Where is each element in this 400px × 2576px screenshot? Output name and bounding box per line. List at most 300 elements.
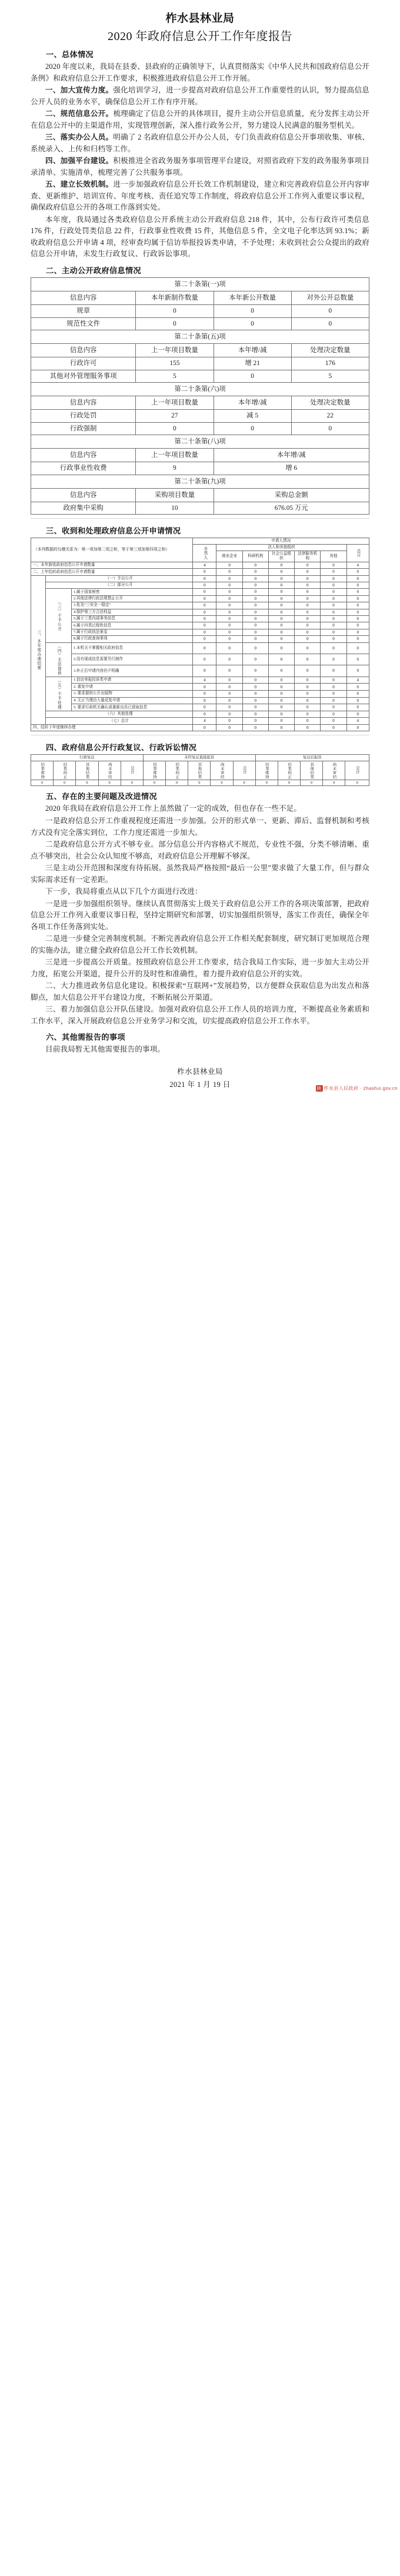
row-10-v2: 0 — [242, 629, 268, 635]
row-0-v6: 4 — [346, 562, 369, 568]
block-1-header-3: 处理决定数量 — [291, 344, 369, 357]
section-2-table — [31, 277, 369, 515]
group-not-processed: （五）不予处理 — [45, 677, 71, 711]
block-2-r1-c1: 0 — [136, 422, 214, 435]
row-17-v6: 0 — [346, 691, 369, 698]
row-13-v6: 0 — [346, 654, 369, 665]
block-1-header-1: 上一年项目数量 — [136, 344, 214, 357]
block-0-r0-c0: 规章 — [31, 305, 136, 317]
item-1-title: 加大宣传力度。 — [60, 86, 114, 95]
row-18-v0: 0 — [193, 697, 216, 704]
block-0-r0-c3: 0 — [291, 305, 369, 317]
s4-h-r3: 尚未审结 — [98, 761, 121, 780]
s4-h-a1: 结果纠正 — [278, 761, 300, 780]
row-6-v2: 0 — [242, 602, 268, 609]
table-row — [31, 691, 369, 698]
row-9-v1: 0 — [216, 622, 242, 629]
row-12-v2: 0 — [242, 642, 268, 654]
row-1-v3: 0 — [268, 569, 294, 575]
col-public-welfare: 社会公益组织 — [268, 551, 294, 562]
col-total: 总计 — [346, 545, 369, 562]
row-4-v3: 0 — [268, 589, 294, 595]
block-0-r1-c3: 0 — [291, 317, 369, 330]
table-row — [31, 755, 369, 761]
section-1-statistics: 本年度，我局通过各类政府信息公开系统主动公开政府信息 218 件，其中，公布行政许可类信息 176 件，行政处罚类信息 22 件，行政事业性收费 15 件，其他信息 5 件，全文电子化率达到 93.1%；新收政府信息公开申请 4 项，经审查均属于信访举报投诉类申请，不予处理；未收到社会公众提出的政府信息公开申请，未发生行政复议、行政诉讼事项。 — [31, 215, 369, 258]
section-5-heading: 五、存在的主要问题及改进情况 — [46, 792, 157, 801]
row-12-v0: 0 — [193, 642, 216, 654]
s4-h-d1: 结果纠正 — [166, 761, 188, 780]
row-20-v1: 0 — [216, 711, 242, 717]
row-3-v5: 0 — [321, 582, 346, 589]
row-10-v1: 0 — [216, 629, 242, 635]
row-20-v0: 0 — [193, 711, 216, 717]
section-6-heading: 六、其他需报告的事项 — [46, 1033, 125, 1042]
block-2-header-2: 本年增/减 — [214, 396, 291, 410]
row-4-v5: 0 — [321, 589, 346, 595]
row-10-v3: 0 — [268, 629, 294, 635]
row-22-v0: 0 — [193, 724, 216, 731]
block-3-header-0: 信息内容 — [31, 449, 136, 462]
row-2-v0: 0 — [193, 575, 216, 582]
row-13-v1: 0 — [216, 654, 242, 665]
row-5-v3: 0 — [268, 595, 294, 602]
row-8-v1: 0 — [216, 616, 242, 622]
row-20-v3: 0 — [268, 711, 294, 717]
block-1-r0-c1: 155 — [136, 357, 214, 370]
signature-date: 2021 年 1 月 19 日 — [169, 1080, 231, 1089]
row-12-label: 1.本机关不掌握相关政府信息 — [71, 642, 192, 654]
row-9-v3: 0 — [268, 622, 294, 629]
row-18-v6: 0 — [346, 697, 369, 704]
block-3-header-2: 本年增/减 — [214, 449, 369, 462]
row-17-v5: 0 — [321, 691, 346, 698]
row-17-v4: 0 — [295, 691, 321, 698]
row-21-v6: 4 — [346, 718, 369, 724]
row-2-g2: （一）予以公开 — [45, 575, 193, 582]
row-14-v3: 0 — [268, 665, 294, 677]
document-org-title: 柞水县林业局 — [165, 12, 235, 25]
table-row — [31, 396, 369, 410]
table-row — [31, 589, 369, 595]
row-19-v4: 0 — [295, 704, 321, 711]
row-22-v4: 0 — [295, 724, 321, 731]
row-5-v1: 0 — [216, 595, 242, 602]
row-13-v0: 0 — [193, 654, 216, 665]
s4-v-r3: 0 — [98, 780, 121, 786]
signature-org: 柞水县林业局 — [177, 1067, 223, 1076]
row-15-v5: 0 — [321, 677, 346, 684]
block-2-r0-c0: 行政处罚 — [31, 410, 136, 422]
row-21-v2: 0 — [242, 718, 268, 724]
block-2-r0-c2: 减 5 — [214, 410, 291, 422]
s4-h-r0: 结果维持 — [31, 761, 54, 780]
row-13-label: 2.没有现成信息需要另行制作 — [71, 654, 192, 665]
row-16-v2: 0 — [242, 684, 268, 691]
group-direct-litigation: 未经复议直接起诉 — [143, 755, 255, 761]
section-1-item-3 — [31, 132, 369, 155]
row-11-v1: 0 — [216, 636, 242, 642]
item-2-text: 梳理确定了信息公开的具体项目，提升主动公开信息质量，充分发挥主动公开在信息公开中的主渠道作用，实现管理创新，深入推行政务公开，努力建设人民满意的服务型机关。 — [31, 110, 369, 130]
applicant-group-header: 申请人情况 — [193, 538, 369, 545]
row-5-v0: 0 — [193, 595, 216, 602]
row-19-label: 5. 要求行政机关确认或重新出具已获取信息 — [71, 704, 192, 711]
block-4-header-2: 采购总金额 — [214, 488, 369, 502]
s4-v-a0: 0 — [255, 780, 278, 786]
table-row — [31, 317, 369, 330]
col-natural-person: 自然人 — [193, 545, 216, 562]
s4-h-r2: 其他结果 — [76, 761, 98, 780]
row-12-v1: 0 — [216, 642, 242, 654]
row-1-v6: 0 — [346, 569, 369, 575]
table-row — [31, 488, 369, 502]
s4-v-d3: 0 — [211, 780, 233, 786]
row-15-v1: 0 — [216, 677, 242, 684]
row-17-v1: 0 — [216, 691, 242, 698]
s4-h-a2: 其他结果 — [301, 761, 323, 780]
row-16-v1: 0 — [216, 684, 242, 691]
row-22-v1: 0 — [216, 724, 242, 731]
s4-h-r4: 总计 — [121, 761, 143, 780]
row-13-v4: 0 — [295, 654, 321, 665]
watermark-text: 柞水县人民政府 · zhashui.gov.cn — [324, 1085, 398, 1091]
row-20-v2: 0 — [242, 711, 268, 717]
row-4-label: 1.属于国家秘密 — [71, 589, 192, 595]
item-1-text: 强化培训学习，进一步提高对政府信息公开工作重要性的认识，努力提高信息公开人员的业务水平，确保信息公开工作有序开展。 — [31, 86, 369, 106]
document-title: 2020 年政府信息公开工作年度报告 — [108, 30, 292, 43]
row-19-v0: 0 — [193, 704, 216, 711]
table-row — [31, 677, 369, 684]
row-9-v6: 0 — [346, 622, 369, 629]
table-row — [31, 780, 369, 786]
row-6-v3: 0 — [268, 602, 294, 609]
row-16-v4: 0 — [295, 684, 321, 691]
site-watermark — [316, 1085, 398, 1092]
row-0-v2: 0 — [242, 562, 268, 568]
row-10-v4: 0 — [295, 629, 321, 635]
document-page — [0, 0, 400, 1094]
block-0-r1-c2: 0 — [214, 317, 291, 330]
section-3-table — [31, 538, 369, 731]
row-16-v0: 0 — [193, 684, 216, 691]
table-row — [31, 629, 369, 635]
block-4-r0-c0: 政府集中采购 — [31, 502, 136, 515]
row-5-v6: 0 — [346, 595, 369, 602]
s4-h-d3: 尚未审结 — [211, 761, 233, 780]
row-20-g2: （六）其他处理 — [45, 711, 193, 717]
section-1-item-1 — [31, 85, 369, 108]
block-2-r1-c3: 0 — [291, 422, 369, 435]
row-18-v3: 0 — [268, 697, 294, 704]
row-17-v3: 0 — [268, 691, 294, 698]
row-20-v5: 0 — [321, 711, 346, 717]
section-1-intro: 2020 年度以来，我局在县委、县政府的正确领导下，认真贯彻落实《中华人民共和国政府信息公开条例》和政府信息公开工作要求，积极推进政府信息公开工作开展。 — [31, 62, 369, 82]
section-5-improvement-3: 三是进一步提高公开质量。按照政府信息公开工作要求，结合我局工作实际，进一步加大主动公开力度，拓宽公开渠道，提升公开的及时性和准确性，着力提升政府信息公开的实效。 — [31, 958, 369, 978]
block-3-header-1: 上一年项目数量 — [136, 449, 214, 462]
row-16-v5: 0 — [321, 684, 346, 691]
block-1-title: 第二十条第(五)项 — [31, 330, 369, 343]
row-9-label: 6.属于四类过程性信息 — [71, 622, 192, 629]
s4-h-d2: 其他结果 — [188, 761, 211, 780]
row-19-v2: 0 — [242, 704, 268, 711]
row-3-v2: 0 — [242, 582, 268, 589]
row-11-v2: 0 — [242, 636, 268, 642]
row-18-v4: 0 — [295, 697, 321, 704]
row-19-v3: 0 — [268, 704, 294, 711]
block-2-title: 第二十条第(六)项 — [31, 382, 369, 396]
row-6-v4: 0 — [295, 602, 321, 609]
block-1-r1-c1: 5 — [136, 370, 214, 382]
section-4-table — [31, 754, 369, 786]
row-2-v5: 0 — [321, 575, 346, 582]
row-11-v5: 0 — [321, 636, 346, 642]
row-5-v4: 0 — [295, 595, 321, 602]
row-1-v4: 0 — [295, 569, 321, 575]
s4-v-d1: 0 — [166, 780, 188, 786]
row-3-v4: 0 — [295, 582, 321, 589]
row-21-v1: 0 — [216, 718, 242, 724]
col-legal-service: 法律服务机构 — [295, 551, 321, 562]
block-0-r0-c1: 0 — [136, 305, 214, 317]
block-4-header-0: 信息内容 — [31, 488, 136, 502]
row-18-v5: 0 — [321, 697, 346, 704]
block-1-r1-c2: 0 — [214, 370, 291, 382]
item-5-title: 建立长效机制。 — [60, 180, 114, 189]
row-5-v2: 0 — [242, 595, 268, 602]
row-8-v6: 0 — [346, 616, 369, 622]
table-row — [31, 562, 369, 568]
block-3-title: 第二十条第(八)项 — [31, 435, 369, 448]
row-1-label: 二、上年结转政府信息公开申请数量 — [31, 569, 193, 575]
row-1-v1: 0 — [216, 569, 242, 575]
row-20-v6: 0 — [346, 711, 369, 717]
table-row — [31, 291, 369, 305]
row-14-v5: 0 — [321, 665, 346, 677]
row-22-v5: 0 — [321, 724, 346, 731]
row-7-v3: 0 — [268, 609, 294, 615]
table-row — [31, 538, 369, 545]
s4-v-r1: 0 — [54, 780, 76, 786]
row-11-v3: 0 — [268, 636, 294, 642]
row-18-label: 4. 无正当理由大量反复申请 — [71, 697, 192, 704]
section-2-heading: 二、主动公开政府信息情况 — [46, 266, 141, 275]
block-2-r1-c2: 0 — [214, 422, 291, 435]
row-2-v4: 0 — [295, 575, 321, 582]
watermark-badge: 陕 — [316, 1085, 322, 1091]
row-8-label: 5.属于三类内部事务信息 — [71, 616, 192, 622]
s4-h-d4: 总计 — [233, 761, 255, 780]
s4-v-d0: 0 — [143, 780, 165, 786]
row-6-v0: 0 — [193, 602, 216, 609]
row-2-v6: 0 — [346, 575, 369, 582]
section-5-problem-3: 三是主动公开范围和深度有待拓展。虽然我局严格按照“最后一公里”要求做了大量工作，但与群众实际需求还有一定差距。 — [31, 864, 369, 884]
row-11-v4: 0 — [295, 636, 321, 642]
item-1-no: 一、 — [45, 86, 61, 95]
page-break-divider — [31, 518, 369, 519]
row-3-v3: 0 — [268, 582, 294, 589]
section-1-heading: 一、总体情况 — [46, 50, 94, 59]
s4-v-r4: 0 — [121, 780, 143, 786]
block-0-title: 第二十条第(一)项 — [31, 277, 369, 291]
table-row — [31, 435, 369, 448]
section-6-text: 目前我局暂无其他需要报告的事项。 — [45, 1045, 165, 1054]
row-21-v3: 0 — [268, 718, 294, 724]
table-row — [31, 569, 369, 575]
row-10-v0: 0 — [193, 629, 216, 635]
block-1-r0-c3: 176 — [291, 357, 369, 370]
block-0-header-1: 本年新制作数量 — [136, 291, 214, 305]
group-admin-review: 行政复议 — [31, 755, 144, 761]
col-research: 科研机构 — [242, 551, 268, 562]
block-0-header-3: 对外公开总数量 — [291, 291, 369, 305]
table-row — [31, 704, 369, 711]
table-row — [31, 602, 369, 609]
block-0-r1-c0: 规范性文件 — [31, 317, 136, 330]
row-16-v3: 0 — [268, 684, 294, 691]
block-2-header-3: 处理决定数量 — [291, 396, 369, 410]
item-4-text: 积极推进全省政务服务事项管理平台建设，对照省政府下发的政务服务事项目录清单、实施清单，梳理完善了公共服务事项。 — [31, 157, 369, 177]
row-5-label: 2.其他法律行政法规禁止公开 — [71, 595, 192, 602]
table-row — [31, 462, 369, 475]
section-5-problem-2: 二是政府信息公开方式不够专业。部分信息公开内容格式不规范，专业性不强，分类不够清晰、重点不够突出，社会公众认知度不够高，对政府信息公开理解不够深。 — [31, 840, 369, 860]
row-22-v6: 0 — [346, 724, 369, 731]
row-13-v3: 0 — [268, 654, 294, 665]
row-13-v2: 0 — [242, 654, 268, 665]
row-14-v1: 0 — [216, 665, 242, 677]
row-4-v1: 0 — [216, 589, 242, 595]
row-6-v6: 0 — [346, 602, 369, 609]
table-row — [31, 582, 369, 589]
table-row — [31, 475, 369, 488]
row-18-v1: 0 — [216, 697, 242, 704]
block-4-r0-c2: 676.05 万元 — [214, 502, 369, 515]
row-13-v5: 0 — [321, 654, 346, 665]
table-row — [31, 330, 369, 343]
row-2-v2: 0 — [242, 575, 268, 582]
row-0-v3: 0 — [268, 562, 294, 568]
row-10-v5: 0 — [321, 629, 346, 635]
row-9-v0: 0 — [193, 622, 216, 629]
row-8-v4: 0 — [295, 616, 321, 622]
row-22-label: 四、结转下年度继续办理 — [31, 724, 193, 731]
row-15-v3: 0 — [268, 677, 294, 684]
item-3-title: 落实办公人员。 — [60, 133, 114, 142]
s4-v-r0: 0 — [31, 780, 54, 786]
section-3-heading: 三、收到和处理政府信息公开申请情况 — [46, 526, 181, 536]
row-22-v3: 0 — [268, 724, 294, 731]
s4-v-a4: 0 — [345, 780, 369, 786]
row-0-label: 一、本年新收政府信息公开申请数量 — [31, 562, 193, 568]
group-annual-result: 三、本年度办理结果 — [31, 575, 46, 724]
s4-v-r2: 0 — [76, 780, 98, 786]
row-12-v5: 0 — [321, 642, 346, 654]
row-7-label: 4.保护第三方合法权益 — [71, 609, 192, 615]
row-21-v5: 0 — [321, 718, 346, 724]
row-19-v1: 0 — [216, 704, 242, 711]
row-7-v0: 0 — [193, 609, 216, 615]
block-1-r0-c0: 行政许可 — [31, 357, 136, 370]
row-9-v5: 0 — [321, 622, 346, 629]
legal-group-header: 法人和其他组织 — [216, 545, 346, 551]
row-3-v1: 0 — [216, 582, 242, 589]
block-0-r1-c1: 0 — [136, 317, 214, 330]
row-7-v2: 0 — [242, 609, 268, 615]
row-19-v5: 0 — [321, 704, 346, 711]
table-row — [31, 609, 369, 615]
section-5-improvement-1: 一是进一步加强组织领导。继续认真贯彻落实上级关于政府信息公开工作的各项决策部署，把政府信息公开工作列入重要议事日程，坚持定期研究和部署，切实加强组织领导，落实工作责任，确保全年各项工作任务落到实处。 — [31, 899, 369, 931]
row-1-v0: 0 — [193, 569, 216, 575]
row-6-v1: 0 — [216, 602, 242, 609]
s4-v-a1: 0 — [278, 780, 300, 786]
row-14-v6: 0 — [346, 665, 369, 677]
row-12-v4: 0 — [295, 642, 321, 654]
block-3-r0-c0: 行政事业性收费 — [31, 462, 136, 475]
row-0-v4: 0 — [295, 562, 321, 568]
table-row — [31, 697, 369, 704]
table-row — [31, 622, 369, 629]
row-4-v0: 0 — [193, 589, 216, 595]
section-5-problem-1: 一是政府信息公开工作重视程度还需进一步加强。公开的形式单一、更新、滞后、监督机制和考核方式没有完全落实到位，工作力度还需进一步加大。 — [31, 817, 369, 837]
section-5-more-1: 二、大力推进政务信息化建设。积极探索“互联网+”发展趋势，以方便群众获取信息为出发点和落脚点，加大信息公开平台建设力度，不断拓展公开渠道。 — [31, 982, 369, 1002]
row-12-v6: 0 — [346, 642, 369, 654]
table-row — [31, 502, 369, 515]
block-1-header-0: 信息内容 — [31, 344, 136, 357]
row-3-v6: 0 — [346, 582, 369, 589]
s4-v-a3: 0 — [323, 780, 345, 786]
item-4-title: 加强平台建设。 — [60, 157, 114, 165]
section-5-improvements-head: 下一步，我局将重点从以下几个方面进行改进： — [45, 887, 202, 896]
block-1-r1-c0: 其他对外管理服务事项 — [31, 370, 136, 382]
table-row — [31, 711, 369, 717]
table-row — [31, 761, 369, 780]
row-10-v6: 0 — [346, 629, 369, 635]
row-15-label: 1.信访举报投诉类申请 — [71, 677, 192, 684]
table-row — [31, 616, 369, 622]
table-row — [31, 684, 369, 691]
table-row — [31, 422, 369, 435]
group-after-review-litigation: 复议后起诉 — [255, 755, 369, 761]
s4-v-d2: 0 — [188, 780, 211, 786]
table-row — [31, 724, 369, 731]
footer-spacer — [31, 1056, 369, 1063]
row-1-v5: 0 — [321, 569, 346, 575]
row-21-v4: 0 — [295, 718, 321, 724]
row-2-v1: 0 — [216, 575, 242, 582]
s4-h-a4: 总计 — [345, 761, 369, 780]
row-3-g2: （二）部分公开 — [45, 582, 193, 589]
block-4-r0-c1: 10 — [136, 502, 214, 515]
section-4-heading: 四、政府信息公开行政复议、行政诉讼情况 — [46, 743, 197, 752]
block-3-r0-c1: 9 — [136, 462, 214, 475]
block-1-r0-c2: 增 21 — [214, 357, 291, 370]
row-6-v5: 0 — [321, 602, 346, 609]
row-5-v5: 0 — [321, 595, 346, 602]
item-4-no: 四、 — [45, 157, 61, 165]
row-0-v1: 0 — [216, 562, 242, 568]
row-15-v6: 4 — [346, 677, 369, 684]
col-commercial: 商业企业 — [216, 551, 242, 562]
s4-v-a2: 0 — [301, 780, 323, 786]
table-row — [31, 718, 369, 724]
row-12-v3: 0 — [268, 642, 294, 654]
section-5-more-2: 三、着力加强信息公开队伍建设。加强对政府信息公开工作人员的培训力度，不断提高业务素质和工作水平，深入开展政府信息公开业务学习和交流，切实提高政府信息公开工作水平。 — [31, 1005, 369, 1025]
item-5-text: 进一步加强政府信息公开长效工作机制建设，建立和完善政府信息公开内容审查、更新维护、培训宣传、年度考核、责任追究等工作制度，将政府信息公开工作列入重要议事议程，确保政府信息公开的各项工作落到实处。 — [31, 180, 369, 212]
row-15-v4: 0 — [295, 677, 321, 684]
section-3-note: （本列数据的勾稽关系为：第一项加第二项之和，等于第三项加第四项之和） — [31, 538, 193, 562]
row-8-v2: 0 — [242, 616, 268, 622]
row-6-label: 3.危及“三安全一稳定” — [71, 602, 192, 609]
table-row — [31, 344, 369, 357]
row-8-v0: 0 — [193, 616, 216, 622]
